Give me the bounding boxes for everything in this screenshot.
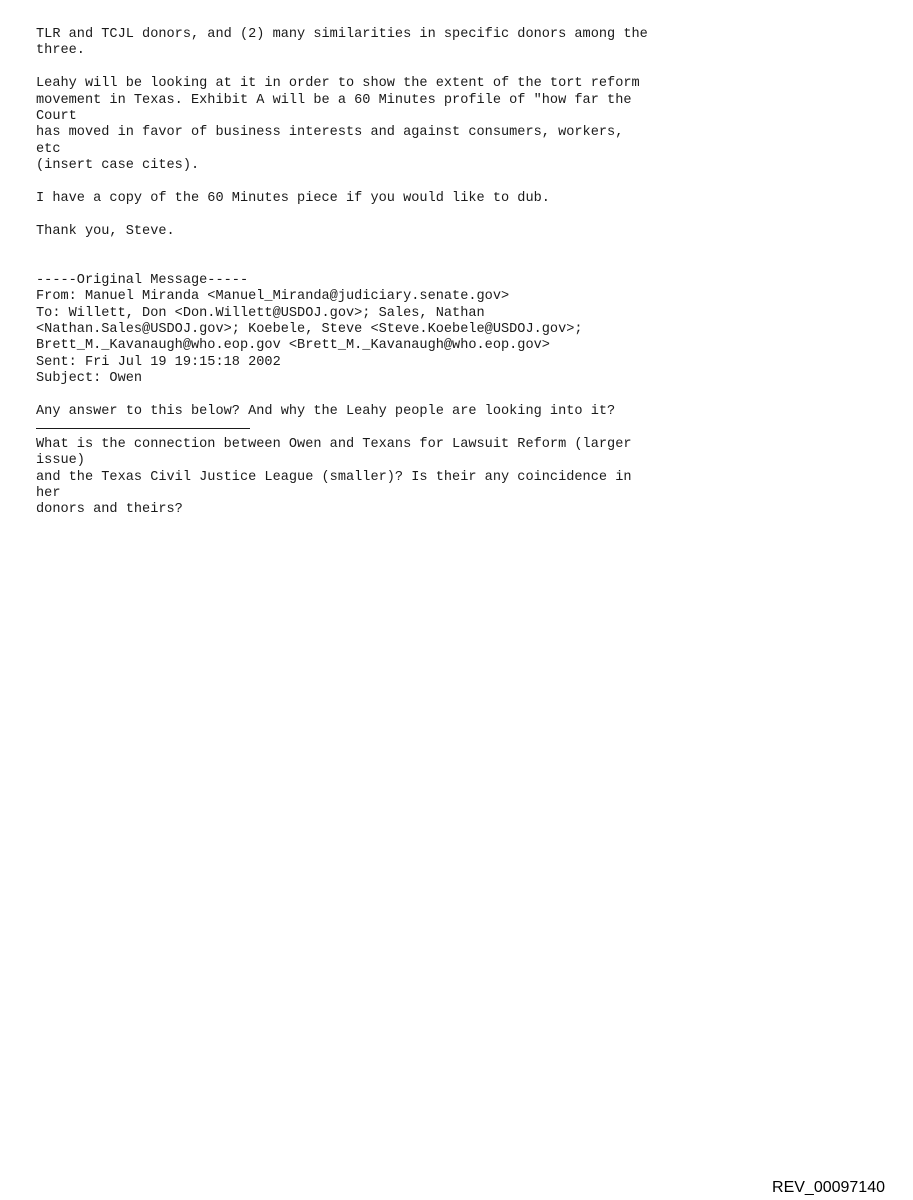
blank-line — [36, 207, 896, 223]
text-line: etc — [36, 141, 61, 157]
blank-line — [36, 60, 896, 76]
bates-number: REV_00097140 — [772, 1179, 885, 1196]
header-to-continued: <Nathan.Sales@USDOJ.gov>; Koebele, Steve <Steve.Koebele@USDOJ.gov>; — [36, 322, 583, 338]
separator-rule — [36, 420, 896, 436]
text-line: has moved in favor of business interests and against consumers, workers, — [36, 125, 624, 141]
header-subject: Subject: Owen — [36, 371, 143, 387]
text-line: movement in Texas. Exhibit A will be a 60 Minutes profile of "how far the — [36, 92, 632, 108]
text-line: What is the connection between Owen and Texans for Lawsuit Reform (larger — [36, 436, 632, 452]
header-to-continued: Brett_M._Kavanaugh@who.eop.gov <Brett_M._Kavanaugh@who.eop.gov> — [36, 338, 550, 354]
text-line: Leahy will be looking at it in order to show the extent of the tort reform — [36, 76, 640, 92]
blank-line — [36, 256, 896, 272]
header-sent: Sent: Fri Jul 19 19:15:18 2002 — [36, 354, 281, 370]
email-body — [36, 27, 896, 519]
text-line: issue) — [36, 453, 85, 469]
text-line: Any answer to this below? And why the Leahy people are looking into it? — [36, 403, 616, 419]
text-line: her — [36, 485, 61, 501]
blank-line — [36, 175, 896, 191]
header-from: From: Manuel Miranda <Manuel_Miranda@judiciary.senate.gov> — [36, 289, 510, 305]
text-line: Court — [36, 108, 77, 124]
signature-line: Thank you, Steve. — [36, 223, 175, 239]
text-line: (insert case cites). — [36, 158, 200, 174]
blank-line — [36, 388, 896, 404]
text-line: I have a copy of the 60 Minutes piece if you would like to dub. — [36, 190, 550, 206]
header-to: To: Willett, Don <Don.Willett@USDOJ.gov>; Sales, Nathan — [36, 305, 485, 321]
blank-line — [36, 240, 896, 256]
text-line: TLR and TCJL donors, and (2) many similarities in specific donors among the — [36, 27, 648, 42]
text-line: and the Texas Civil Justice League (smaller)? Is their any coincidence in — [36, 469, 632, 485]
original-message-separator: -----Original Message----- — [36, 272, 249, 288]
text-line: three. — [36, 43, 85, 59]
text-line: donors and theirs? — [36, 502, 183, 518]
